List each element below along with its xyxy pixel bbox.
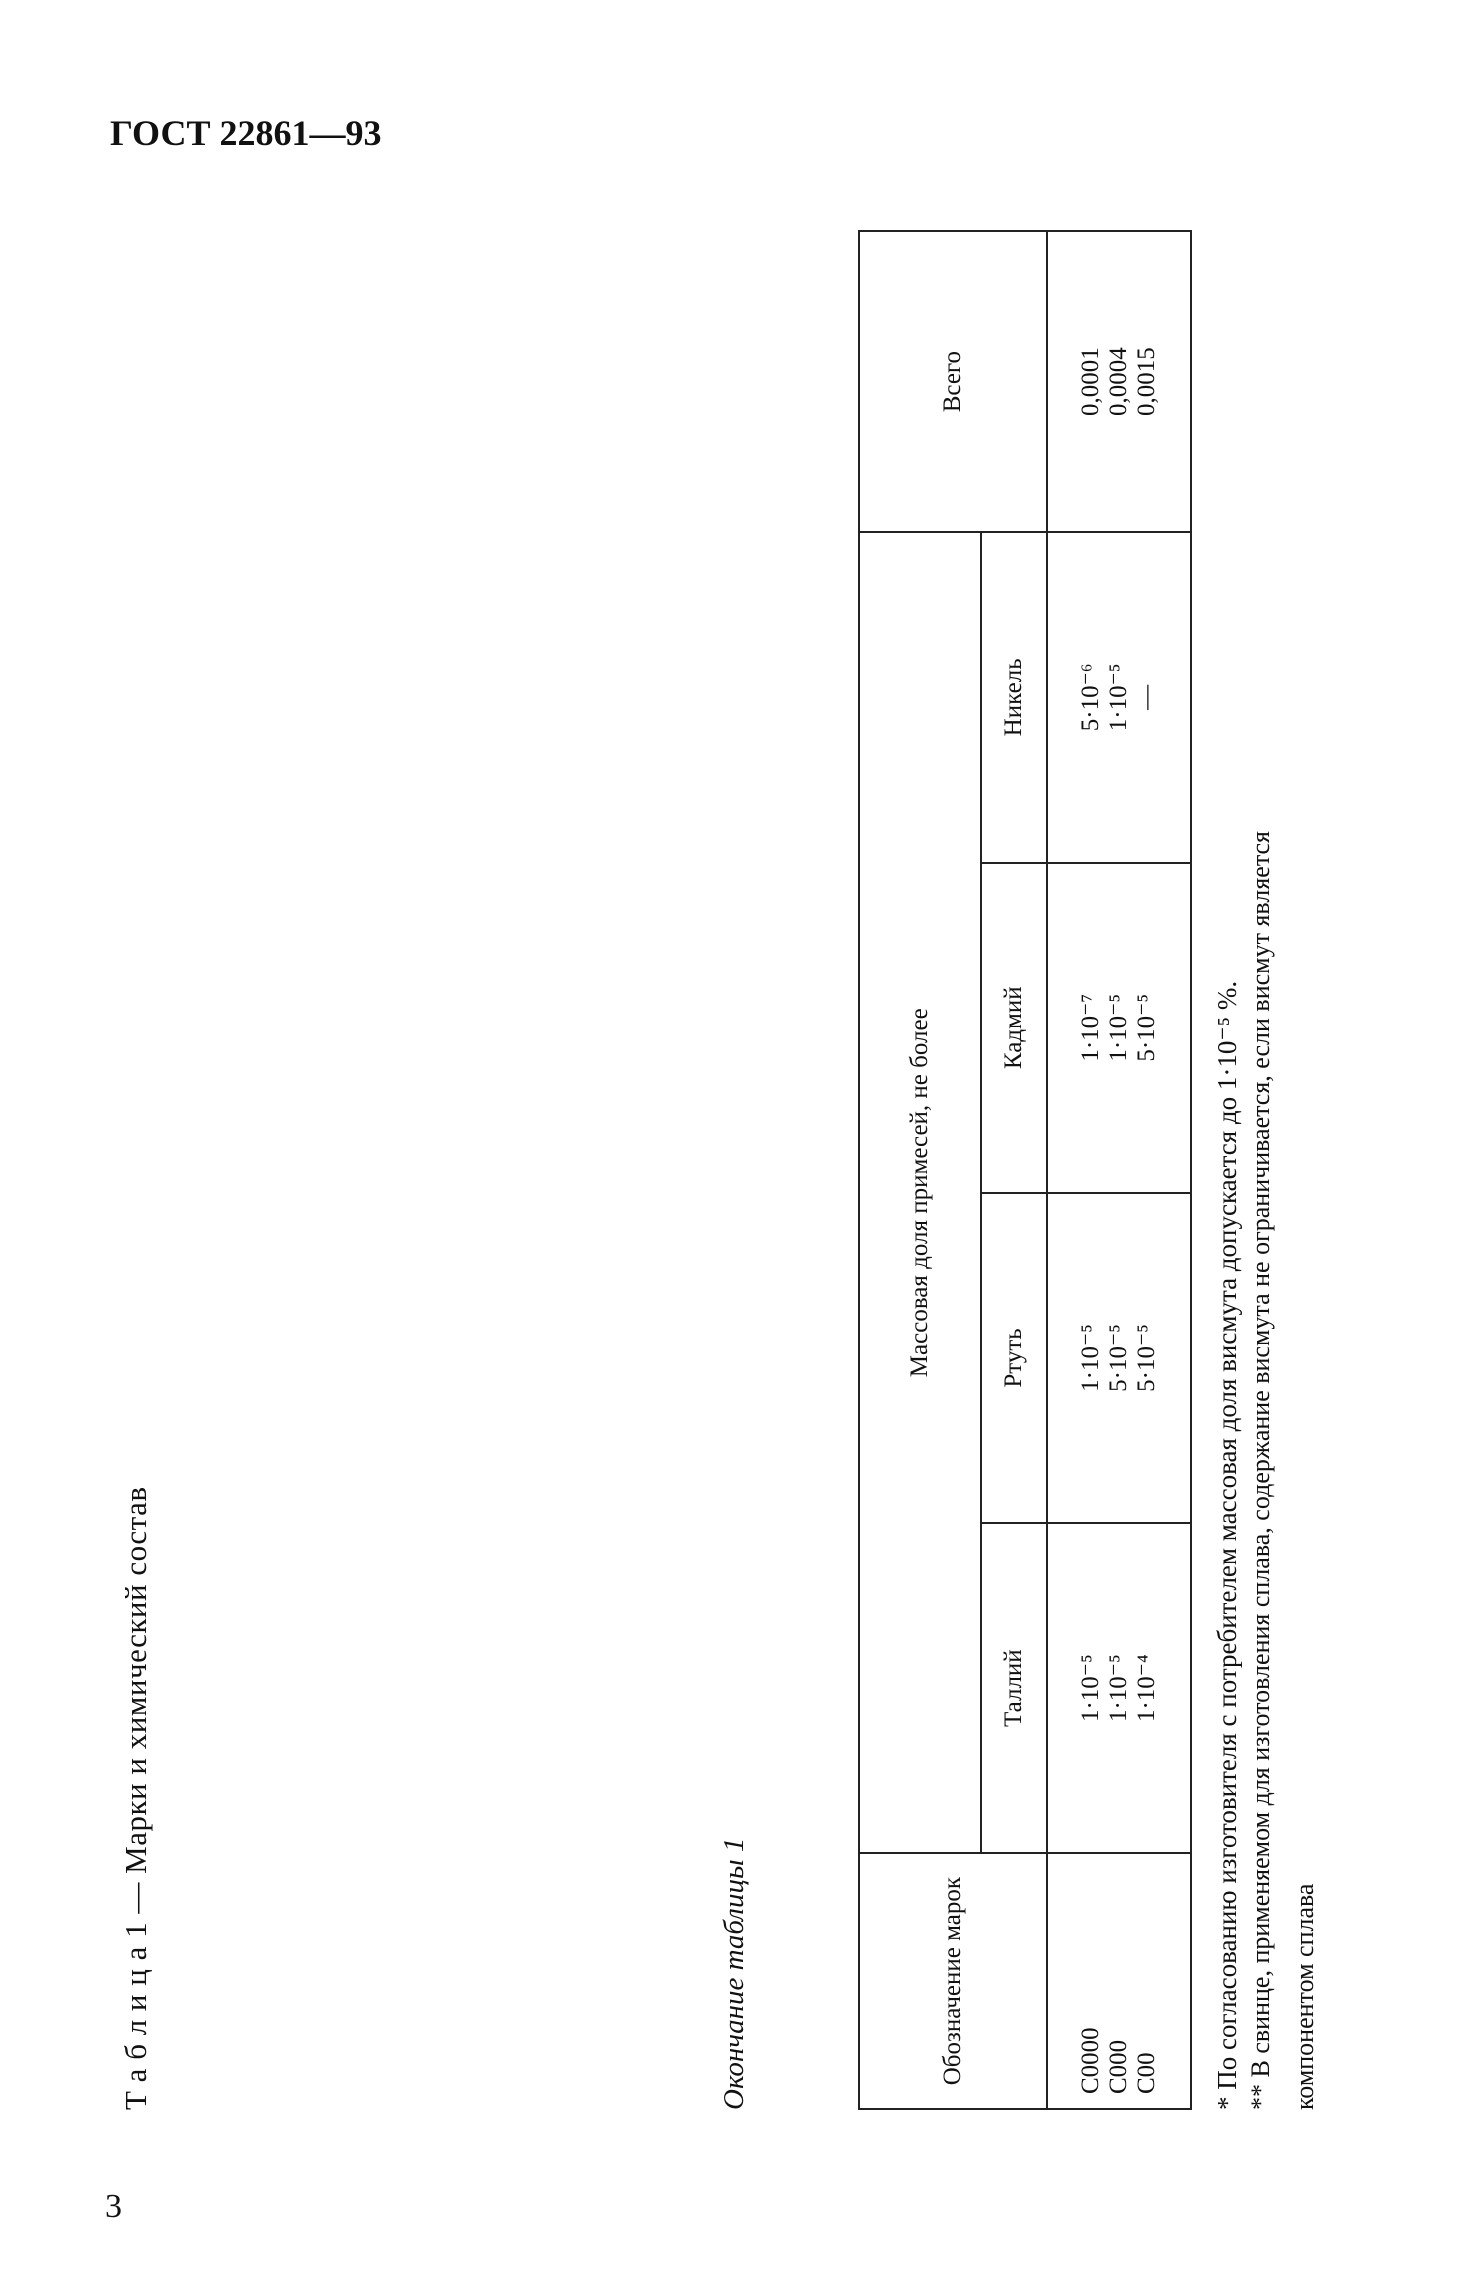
page-number: 3 [105, 2188, 122, 2225]
col-thallium-header: Таллий [981, 1523, 1047, 1853]
footnote-2: ** В свинце, применяемом для изготовления сплава, содержание висмута не ограничивается, если висмут является [1246, 830, 1275, 2110]
nickel-cell [1047, 532, 1191, 862]
cadmium-value: 1·10⁻⁵ [1105, 993, 1132, 1062]
total-value: 0,0015 [1133, 347, 1160, 416]
col-nickel-header: Никель [981, 532, 1047, 862]
mercury-value: 5·10⁻⁵ [1133, 1324, 1160, 1392]
grade-value: С000 [1105, 2039, 1132, 2094]
col-cadmium-header: Кадмий [981, 863, 1047, 1194]
nickel-value: 1·10⁻⁵ [1105, 663, 1132, 732]
col-grade-header: Обозначение марок [859, 1853, 1047, 2109]
mercury-cell [1047, 1193, 1191, 1523]
cadmium-value: 1·10⁻⁷ [1077, 993, 1104, 1062]
grade-value: С00 [1133, 2052, 1160, 2094]
thallium-cell [1047, 1523, 1191, 1853]
grade-value: С0000 [1077, 2027, 1104, 2094]
cadmium-cell [1047, 863, 1191, 1194]
cadmium-value: 5·10⁻⁵ [1133, 993, 1160, 1062]
col-total-header: Всего [859, 231, 1047, 532]
table1-end [858, 230, 1192, 2110]
table1-end-caption: Окончание таблицы 1 [718, 1837, 750, 2110]
grade-cell [1047, 1853, 1191, 2109]
footnote-1: * По согласованию изготовителя с потребителем массовая доля висмута допускается до 1·10⁻⁵ %. [1212, 980, 1242, 2110]
thallium-value: 1·10⁻⁴ [1133, 1654, 1160, 1723]
thallium-value: 1·10⁻⁵ [1077, 1654, 1104, 1723]
nickel-value: 5·10⁻⁶ [1077, 663, 1104, 732]
total-cell [1047, 231, 1191, 532]
footnote-2-continuation: компонентом сплава [1290, 1883, 1319, 2110]
col-mercury-header: Ртуть [981, 1193, 1047, 1523]
total-value: 0,0004 [1105, 347, 1132, 416]
table1-end-grid [858, 230, 1192, 2110]
thallium-value: 1·10⁻⁵ [1105, 1654, 1132, 1723]
mercury-value: 5·10⁻⁵ [1105, 1324, 1132, 1392]
total-value: 0,0001 [1077, 347, 1104, 416]
table-row [1047, 231, 1191, 2109]
mercury-value: 1·10⁻⁵ [1077, 1324, 1104, 1392]
impurity-group-header: Массовая доля примесей, не более [859, 532, 981, 1853]
document-header: ГОСТ 22861—93 [110, 113, 382, 153]
nickel-value: — [1133, 684, 1160, 710]
table1-caption: Т а б л и ц а 1 — Марки и химический состав [118, 1486, 153, 2110]
